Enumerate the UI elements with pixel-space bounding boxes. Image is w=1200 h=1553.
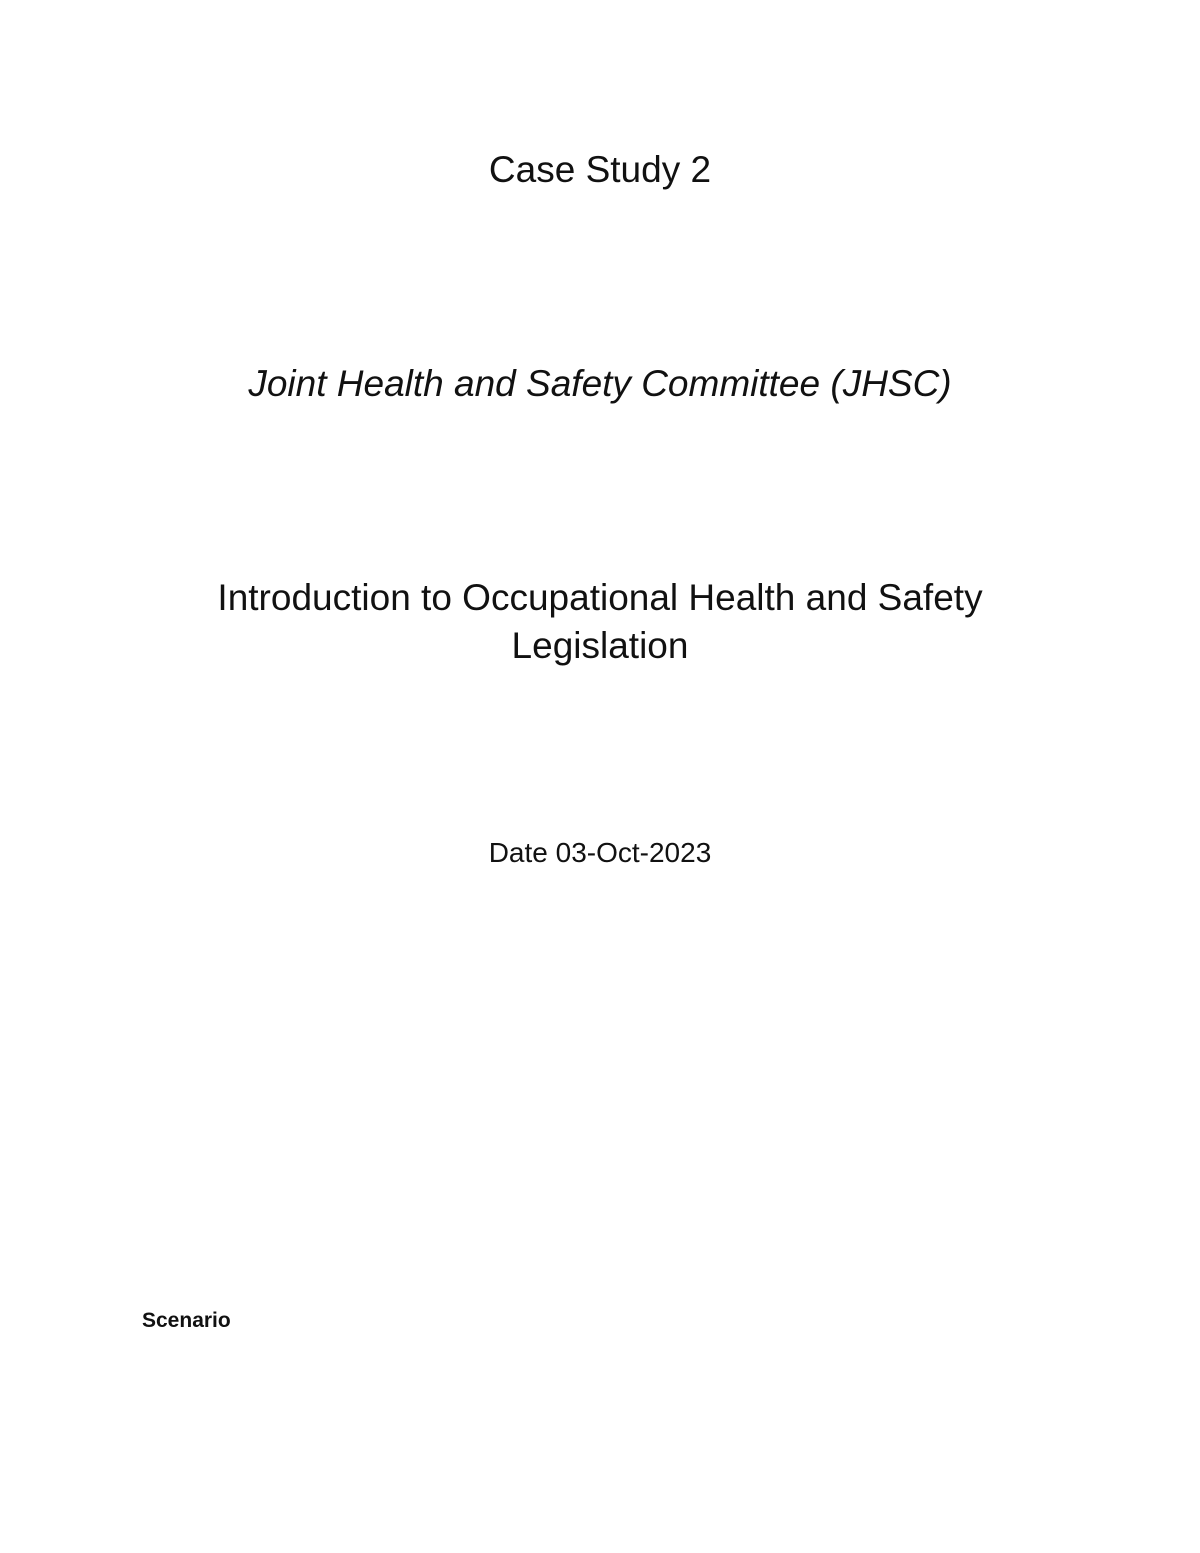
course-title — [180, 574, 1020, 670]
document-title: Case Study 2 — [488, 149, 712, 190]
course-title-line-2: Legislation — [511, 625, 689, 666]
document-date: Date 03-Oct-2023 — [488, 837, 712, 868]
section-heading-scenario: Scenario — [142, 1309, 231, 1332]
course-title-line-1: Introduction to Occupational Health and Safety — [217, 577, 983, 618]
document-subtitle: Joint Health and Safety Committee (JHSC) — [248, 363, 952, 404]
